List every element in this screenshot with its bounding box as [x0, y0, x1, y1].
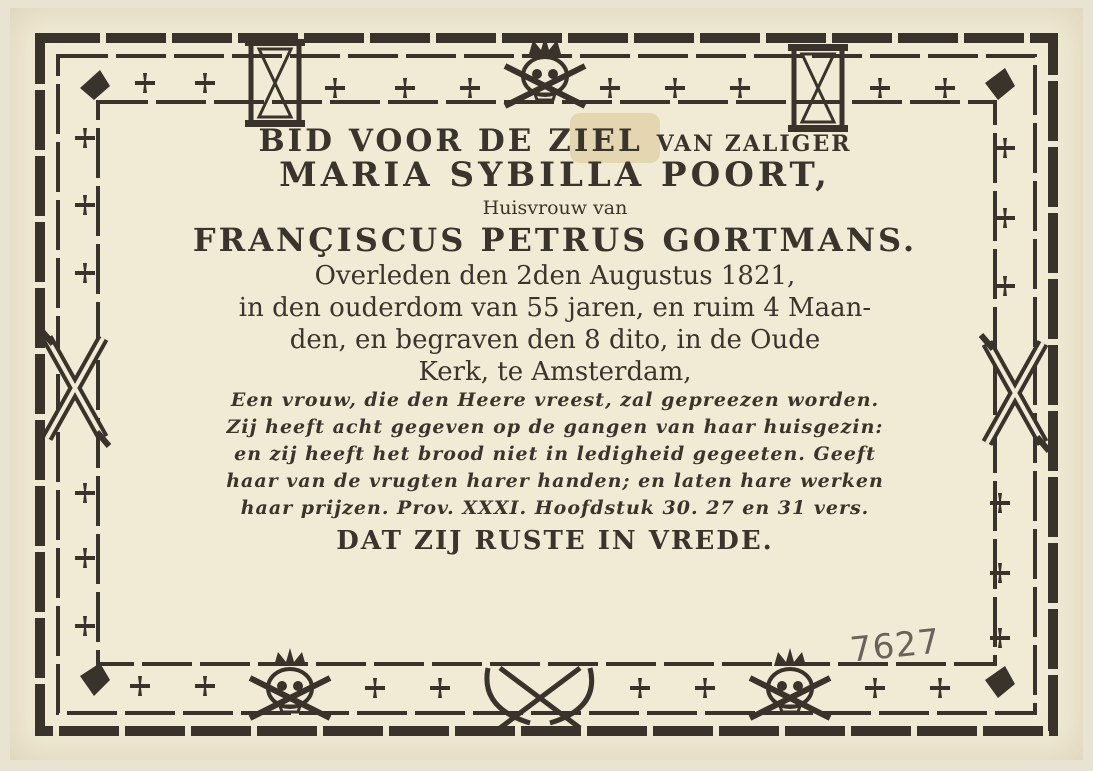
verse-line: en zij heeft het brood niet in ledigheid gegeeten. Geeft [234, 443, 876, 465]
memorial-card [10, 8, 1083, 760]
age-line: in den ouderdom van 55 jaren, en ruim 4 Maan- [238, 293, 872, 323]
handwritten-number: 7627 [848, 621, 943, 671]
verse-line: haar van de vrugten harer handen; en laten hare werken [226, 470, 884, 492]
heading-line: BID VOOR DE ZIEL VAN ZALIGER [258, 123, 852, 159]
inscription [130, 123, 980, 556]
closing-line: DAT ZIJ RUSTE IN VREDE. [336, 526, 774, 556]
place-line: Kerk, te Amsterdam, [418, 357, 692, 387]
death-line: Overleden den 2den Augustus 1821, [314, 261, 796, 291]
verse-line: haar prijzen. Prov. XXXI. Hoofdstuk 30. 27 en 31 vers. [240, 497, 870, 519]
relation-label: Huisvrouw van [482, 197, 628, 219]
husband-name: FRANÇISCUS PETRUS GORTMANS. [192, 221, 918, 259]
verse-line: Zij heeft acht gegeven op de gangen van haar huisgezin: [226, 416, 884, 438]
verse-line: Een vrouw, die den Heere vreest, zal gepreezen worden. [230, 389, 880, 411]
burial-line: den, en begraven den 8 dito, in de Oude [289, 325, 821, 355]
deceased-name: MARIA SYBILLA POORT, [279, 155, 831, 195]
